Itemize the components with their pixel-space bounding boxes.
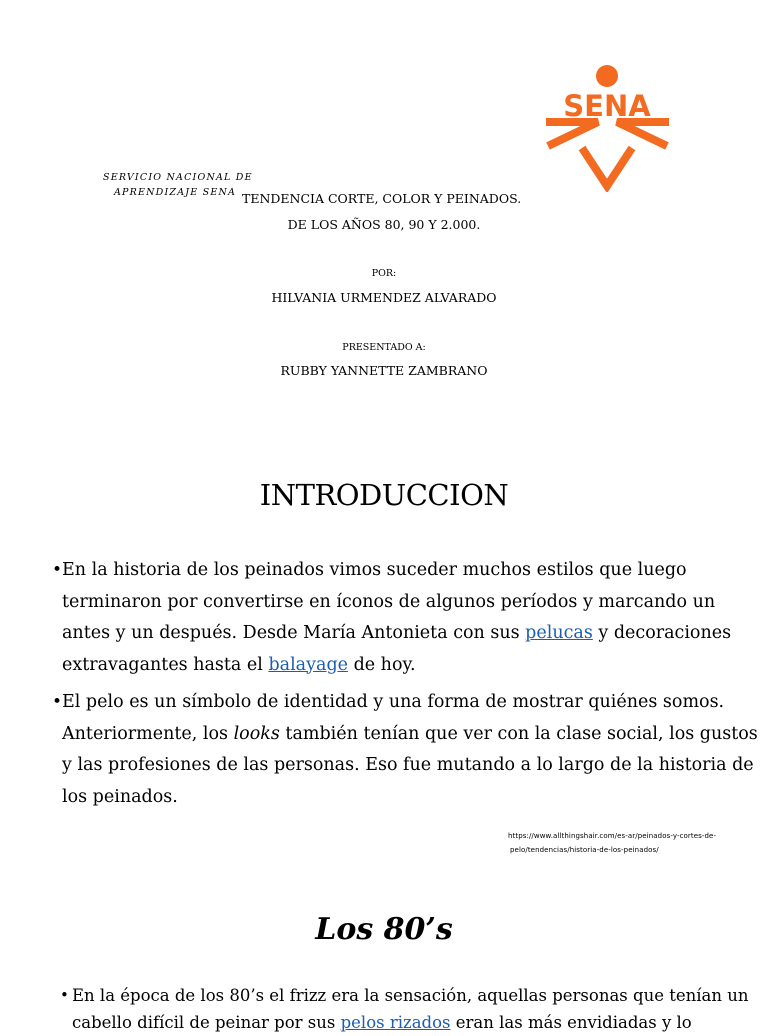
citation-line-2[interactable]: pelo/tendencias/historia-de-los-peinados/ — [510, 846, 659, 854]
logo-text: SENA — [563, 89, 651, 123]
intro-heading: INTRODUCCION — [259, 478, 509, 512]
text-span: y decoraciones — [592, 623, 732, 643]
text-line — [62, 719, 758, 751]
section-80s-heading: Los 80’s — [315, 912, 453, 947]
pelucas-link[interactable]: pelucas — [525, 623, 593, 643]
cover-title-line-2: DE LOS AÑOS 80, 90 Y 2.000. — [287, 217, 481, 232]
recipient-name: RUBBY YANNETTE ZAMBRANO — [280, 363, 488, 378]
logo-figure-icon — [546, 122, 669, 186]
intro-paragraph-2 — [52, 687, 758, 813]
text-span: cabello difícil de peinar por sus — [72, 1013, 341, 1032]
sena-logo — [540, 62, 675, 192]
pelos-rizados-link[interactable]: pelos rizados — [340, 1013, 451, 1032]
text-line: terminaron por convertirse en íconos de algunos períodos y marcando un — [62, 591, 716, 612]
intro-paragraph-1 — [52, 555, 732, 681]
bullet-icon: • — [52, 692, 63, 712]
por-label: POR: — [371, 268, 397, 279]
looks-italic: looks — [233, 723, 280, 744]
citation-line-1[interactable]: https://www.allthingshair.com/es-ar/peinados-y-cortes-de- — [508, 832, 717, 840]
text-span: eran las más envidiadas y lo — [450, 1013, 692, 1032]
text-span: Anteriormente, los — [62, 723, 234, 744]
text-span: de hoy. — [348, 654, 416, 675]
text-line: los peinados. — [62, 786, 178, 807]
cover-title-line-1: TENDENCIA CORTE, COLOR Y PEINADOS. — [242, 191, 522, 206]
text-line: El pelo es un símbolo de identidad y una forma de mostrar quiénes somos. — [62, 692, 725, 712]
text-span: extravagantes hasta el — [62, 654, 269, 675]
text-line — [62, 618, 732, 650]
text-span: también tenían que ver con la clase social, los gustos — [279, 723, 758, 744]
text-line — [62, 650, 722, 682]
text-line: En la época de los 80’s el frizz era la sensación, aquellas personas que tenían un — [72, 986, 749, 1005]
logo-head-icon — [596, 65, 618, 87]
balayage-link[interactable]: balayage — [268, 654, 348, 675]
bullet-icon: • — [60, 986, 69, 1004]
text-line — [72, 1009, 762, 1036]
text-line: En la historia de los peinados vimos suceder muchos estilos que luego — [62, 560, 687, 580]
text-span: antes y un después. Desde María Antonieta con sus — [62, 623, 526, 643]
presentado-label: PRESENTADO A: — [342, 342, 426, 353]
institution-line-1: SERVICIO NACIONAL DE — [103, 172, 253, 183]
bullet-icon: • — [52, 560, 63, 580]
author-name: HILVANIA URMENDEZ ALVARADO — [271, 290, 497, 305]
section-80s-paragraph — [60, 982, 762, 1036]
institution-line-2: APRENDIZAJE SENA — [114, 187, 237, 198]
text-line: y las profesiones de las personas. Eso fue mutando a lo largo de la historia de — [62, 755, 754, 775]
